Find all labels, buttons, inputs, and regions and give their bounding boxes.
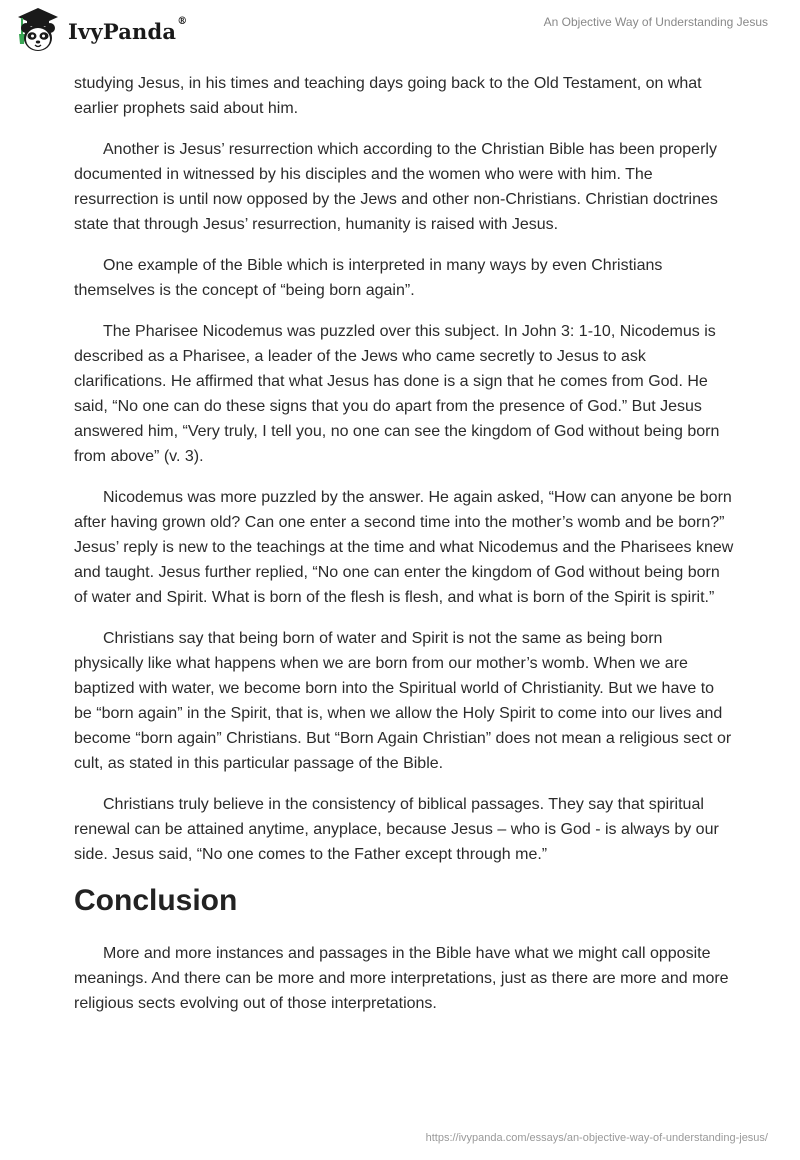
paragraph-resurrection: Another is Jesus’ resurrection which according to the Christian Bible has been properly documented in witnessed by his disciples and the women who were with him. The resurrection is until now opposed by the Jews and other non-Christians. Christian doctrines state that through Jesus’ resurrection, humanity is raised with Jesus. xyxy=(74,141,718,233)
logo-wordmark xyxy=(68,15,188,44)
paragraph-born-again: One example of the Bible which is interpreted in many ways by even Christians themselves is the concept of “being born again”. xyxy=(74,257,663,299)
paragraph-continuation: studying Jesus, in his times and teaching days going back to the Old Testament, on what earlier prophets said about him. xyxy=(74,75,702,117)
panda-graduate-icon xyxy=(14,6,62,54)
conclusion-heading: Conclusion xyxy=(74,884,238,917)
document-title: An Objective Way of Understanding Jesus xyxy=(543,15,768,29)
registered-mark: ® xyxy=(177,15,188,27)
source-url[interactable]: https://ivypanda.com/essays/an-objective-way-of-understanding-jesus/ xyxy=(425,1132,768,1144)
paragraph-nicodemus-question: Nicodemus was more puzzled by the answer. He again asked, “How can anyone be born after having grown old? Can one enter a second time into the mother’s womb and be born?” Jesus’ reply is new to the teachings at the time and what Nicodemus and the Pharisees knew and taught. Jesus further replied, “No one can enter the kingdom of God without being born of water and Spirit. What is born of the flesh is flesh, and what is born of the Spirit is spirit.” xyxy=(74,489,734,606)
paragraph-water-and-spirit: Christians say that being born of water and Spirit is not the same as being born physically like what happens when we are born from our mother’s womb. When we are baptized with water, we become born into the Spiritual world of Christianity. But we have to be “born again” in the Spirit, that is, when we allow the Holy Spirit to come into our lives and become “born again” Christians. But “Born Again Christian” does not mean a religious sect or cult, as stated in this particular passage of the Bible. xyxy=(74,630,732,772)
page-header xyxy=(0,0,800,62)
essay-body xyxy=(74,71,734,1032)
paragraph-conclusion: More and more instances and passages in the Bible have what we might call opposite meanings. And there can be more and more interpretations, just as there are more and more religious sects evolving out of those interpretations. xyxy=(74,945,729,1012)
ivypanda-logo[interactable] xyxy=(14,6,187,54)
paragraph-nicodemus: The Pharisee Nicodemus was puzzled over this subject. In John 3: 1-10, Nicodemus is described as a Pharisee, a leader of the Jews who came secretly to Jesus to ask clarifications. He affirmed that what Jesus has done is a sign that he comes from God. He said, “No one can do these signs that you do apart from the presence of God.” But Jesus answered him, “Very truly, I tell you, no one can see the kingdom of God without being born from above” (v. 3). xyxy=(74,323,720,465)
logo-text: IvyPanda xyxy=(68,18,177,44)
paragraph-consistency: Christians truly believe in the consistency of biblical passages. They say that spiritual renewal can be attained anytime, anyplace, because Jesus – who is God - is always by our side. Jesus said, “No one comes to the Father except through me.” xyxy=(74,796,719,863)
